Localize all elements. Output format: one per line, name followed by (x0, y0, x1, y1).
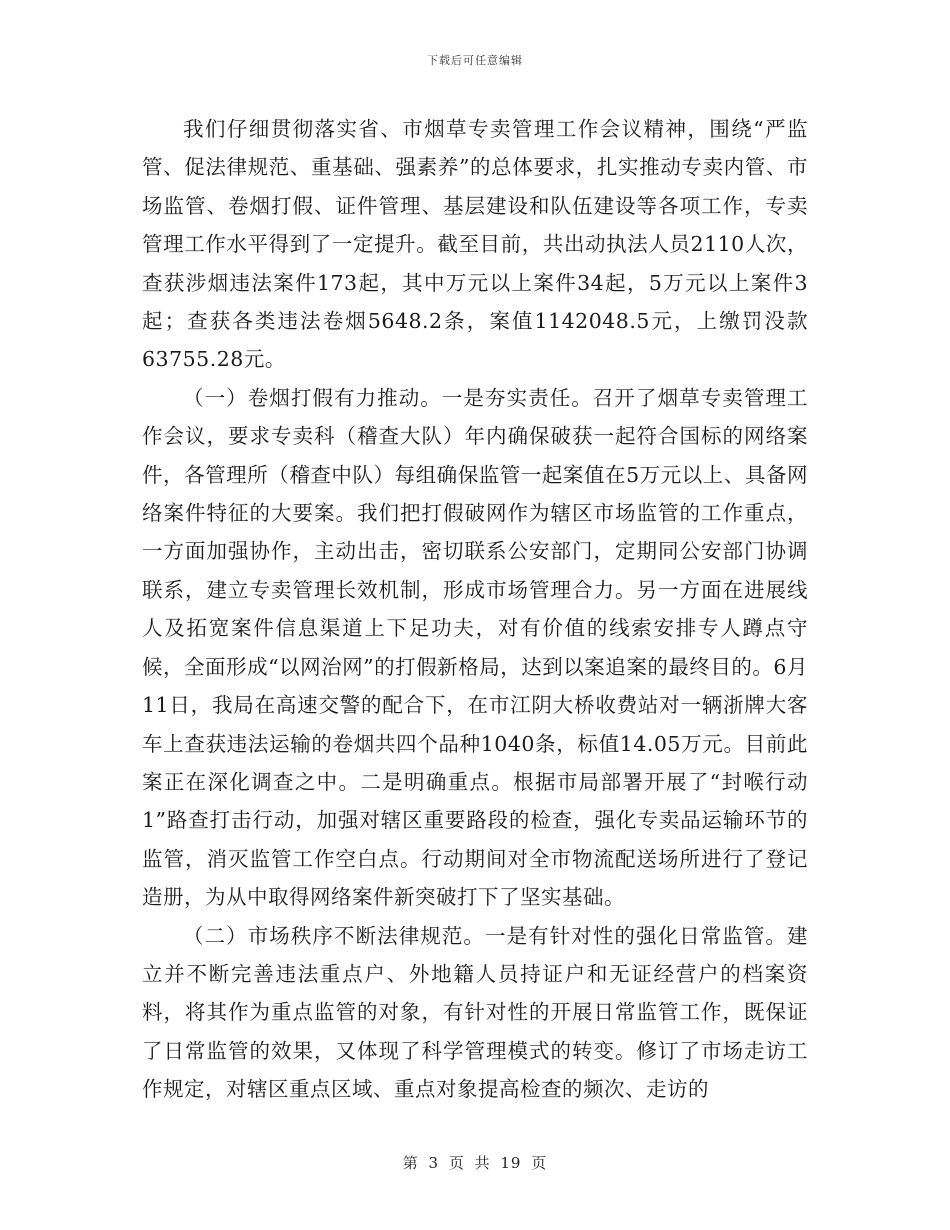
document-body (142, 110, 808, 1109)
page-header: 下载后可任意编辑 (427, 54, 523, 67)
page-number-footer: 第 3 页 共 19 页 (402, 1154, 548, 1172)
paragraph-section-2: （二）市场秩序不断法律规范。一是有针对性的强化日常监管。建立并不断完善违法重点户、外地籍人员持证户和无证经营户的档案资料，将其作为重点监管的对象，有针对性的开展日常监管工作，既保证了日常监管的效果，又体现了科学管理模式的转变。修订了市场走访工作规定，对辖区重点区域、重点对象提高检查的频次、走访的 (142, 923, 808, 1102)
paragraph-intro: 我们仔细贯彻落实省、市烟草专卖管理工作会议精神，围绕“严监管、促法律规范、重基础、强素养”的总体要求，扎实推动专卖内管、市场监管、卷烟打假、证件管理、基层建设和队伍建设等各项工作，专卖管理工作水平得到了一定提升。截至目前，共出动执法人员2110人次，查获涉烟违法案件173起，其中万元以上案件34起，5万元以上案件3起；查获各类违法卷烟5648.2条，案值1142048.5元，上缴罚没款63755.28元。 (142, 117, 808, 372)
paragraph-section-1: （一）卷烟打假有力推动。一是夯实责任。召开了烟草专卖管理工作会议，要求专卖科（稽查大队）年内确保破获一起符合国标的网络案件，各管理所（稽查中队）每组确保监管一起案值在5万元以上、具备网络案件特征的大要案。我们把打假破网作为辖区市场监管的工作重点，一方面加强协作，主动出击，密切联系公安部门，定期同公安部门协调联系，建立专卖管理长效机制，形成市场管理合力。另一方面在进展线人及拓宽案件信息渠道上下足功夫，对有价值的线索安排专人蹲点守候，全面形成“以网治网”的打假新格局，达到以案追案的最终目的。6月11日，我局在高速交警的配合下，在市江阴大桥收费站对一辆浙牌大客车上查获违法运输的卷烟共四个品种1040条，标值14.05万元。目前此案正在深化调查之中。二是明确重点。根据市局部署开展了“封喉行动1”路查打击行动，加强对辖区重要路段的检查，强化专卖品运输环节的监管，消灭监管工作空白点。行动期间对全市物流配送场所进行了登记造册，为从中取得网络案件新突破打下了坚实基础。 (142, 385, 808, 910)
